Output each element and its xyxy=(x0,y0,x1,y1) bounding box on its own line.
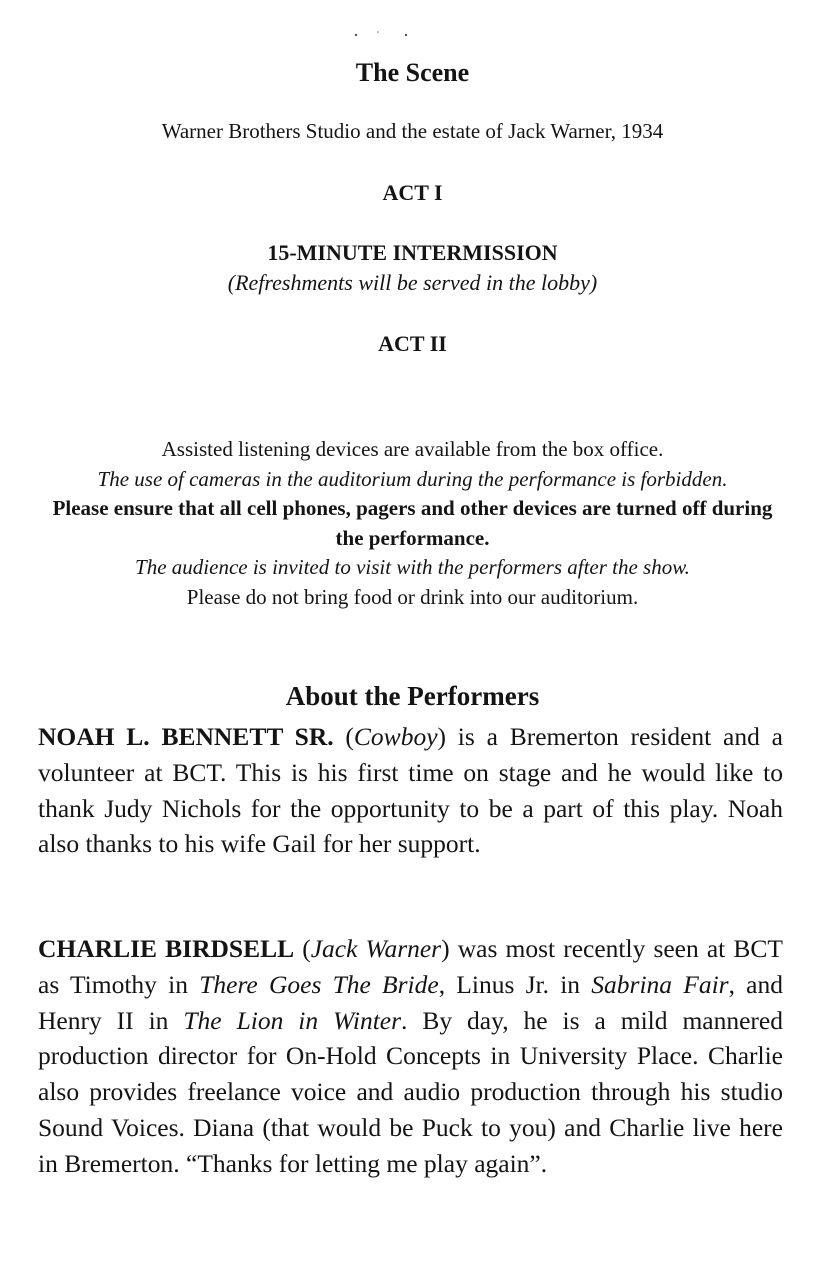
performer-bio xyxy=(38,719,783,862)
about-performers-heading: About the Performers xyxy=(285,681,540,711)
show-credit: There Goes The Bride xyxy=(199,969,439,999)
performer-name: NOAH L. BENNETT SR. xyxy=(38,722,334,751)
audience-notices xyxy=(50,435,775,612)
phones-notice: Please ensure that all cell phones, pagers and other devices are turned off during the performance. xyxy=(52,496,773,550)
act-two-heading: ACT II xyxy=(378,331,447,356)
role-open: ( xyxy=(294,934,311,963)
performer-bio xyxy=(38,931,783,1182)
camera-notice: The use of cameras in the auditorium during the performance is forbidden. xyxy=(97,466,728,491)
bio-text: , Linus Jr. in xyxy=(438,969,592,999)
bio-text: . By day, he is a mild mannered production director for On-Hold Concepts in University Place. Charlie also provides freelance voice and audio production through his studio Sound Voices. Diana (that would be Puck to you) and Charlie live here in Bremerton. “Thanks for letting me play again”. xyxy=(38,1005,783,1178)
bio-text: is a Bremerton resident and a volunteer at BCT. This is his first time on stage and he would like to thank Judy Nichols for the opportunity to be a part of this play. Noah also thanks to his wife Gail for her support. xyxy=(38,722,783,859)
intermission-note: (Refreshments will be served in the lobby) xyxy=(227,270,598,295)
act-one-heading: ACT I xyxy=(382,180,443,205)
role-open: ( xyxy=(333,722,354,751)
intermission-heading: 15-MINUTE INTERMISSION xyxy=(267,240,558,265)
bio-text: was most recently seen at BCT as Timothy in xyxy=(38,934,783,999)
visit-notice: The audience is invited to visit with the performers after the show. xyxy=(135,555,690,579)
scan-specks xyxy=(350,28,420,40)
scene-setting: Warner Brothers Studio and the estate of Jack Warner, 1934 xyxy=(161,119,664,143)
show-credit: The Lion in Winter xyxy=(183,1005,402,1035)
scene-title: The Scene xyxy=(355,58,470,87)
performer-name: CHARLIE BIRDSELL xyxy=(38,934,295,963)
performer-role: Jack Warner xyxy=(310,934,442,963)
listening-notice: Assisted listening devices are available from the box office. xyxy=(161,437,664,461)
performer-role: Cowboy xyxy=(353,722,438,751)
show-credit: Sabrina Fair xyxy=(591,969,729,999)
bio-text: , and Henry II in xyxy=(38,969,783,1035)
food-notice: Please do not bring food or drink into our auditorium. xyxy=(186,584,639,609)
role-close: ) xyxy=(437,722,447,751)
role-close: ) xyxy=(441,934,450,963)
